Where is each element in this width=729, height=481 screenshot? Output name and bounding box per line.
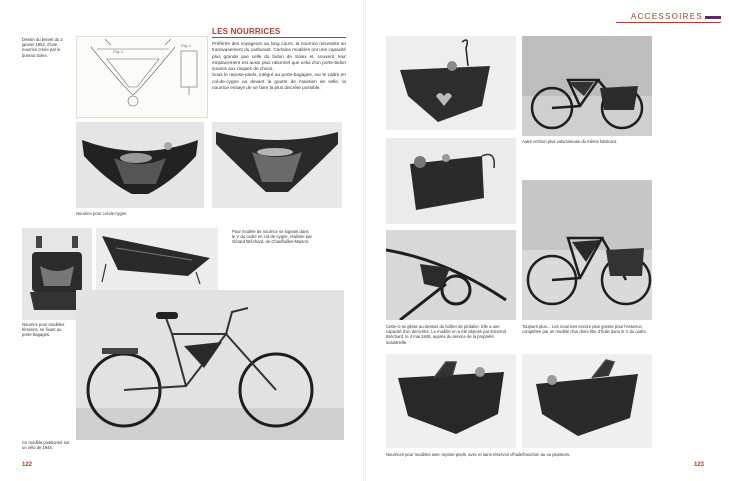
- patent-caption: Dessin du brevet du 2 janvier 1952, d'une nourrice créée par le bureau Solex.: [22, 37, 63, 58]
- photo-footrest-tank-two: [522, 354, 652, 448]
- article-paragraph: Sous le repose-pieds, intégré au porte-bagages, sur le cadre en col-de-cygne ou devant la goutte de maintien de selle, la nourrice essaye de se faire la plus discrète possible.: [212, 72, 346, 91]
- article-paragraph: Préférée des voyageurs au long cours, la nourrice nécessite un transvasement du carburant. Certains modèles ont une capacité plus grande que celle du bidon de Solex et, souvent, leur emplacement est aussi plus rationnel que celui d'un porte-bidon soumis aux risques de chocs.: [212, 41, 346, 72]
- article-body: [212, 41, 346, 91]
- photo-bicycle-with-nourrice: [76, 290, 344, 440]
- photo-tank-on-frame: [212, 122, 342, 208]
- photo-tank-side-view: [386, 138, 516, 224]
- photo-footrest-tank-one: [386, 354, 516, 448]
- photo-frame-nourrice: [96, 228, 218, 290]
- svg-text:Fig.2: Fig.2: [181, 43, 192, 48]
- large-tank-caption: Toujours plus… Les nourrices encore plus grosse pour l'essence, complétée par un modèle d'un demi-litre d'huile dans le V du cadre.: [522, 324, 647, 335]
- right-page-number: 123: [694, 462, 705, 468]
- photo-bike-rack-tank: [522, 36, 652, 136]
- col-de-cygne-caption: Nourrice pour col-de-cygne.: [76, 211, 128, 216]
- rack-nourrice-caption: Nourrice pour modèles féminins, se fixant au porte-bagages.: [22, 322, 65, 338]
- rack-bike-caption: Autre version plus volumineuse du même fabricant.: [522, 139, 618, 144]
- photo-tank-heart-emblem: [386, 36, 516, 130]
- page-gutter: [363, 0, 366, 481]
- bike-left-caption: Ce modèle positionné sur un vélo de 1946.: [22, 440, 70, 451]
- section-header: ACCESSOIRES: [630, 12, 703, 21]
- title-underline: [212, 37, 346, 38]
- footrest-tanks-caption: Nourrices pour modèles avec repose-pieds, avec et sans réservoir d'huile/bouchon au ou plusieurs.: [386, 452, 571, 457]
- photo-col-de-cygne-tank: [76, 122, 204, 208]
- photo-bike-large-tank: [522, 180, 652, 320]
- left-page-number: 122: [22, 462, 33, 468]
- photo-bottom-bracket-tank: [386, 230, 516, 320]
- article-title: LES NOURRICES: [212, 27, 281, 36]
- header-color-mark: [705, 16, 721, 19]
- bottom-bracket-caption: Cette-ci se glisse au-dessus du boîtier de pédalier. Elle a une capacité d'un demi-litre. Le modèle en a été déposé par Edmond Bréchard, le 4 mai 1949, auprès du service de la propriété industrielle.: [386, 324, 506, 345]
- patent-drawing: [76, 36, 208, 118]
- svg-text:Fig.1: Fig.1: [113, 49, 124, 54]
- frame-mount-caption: Pour modèle de nourrice se logeant dans le V du cadre en col-de-cygne, réalisée par Gérard Bréchard, de Chauffailles-Maison.: [232, 229, 312, 245]
- header-underline: [616, 22, 721, 23]
